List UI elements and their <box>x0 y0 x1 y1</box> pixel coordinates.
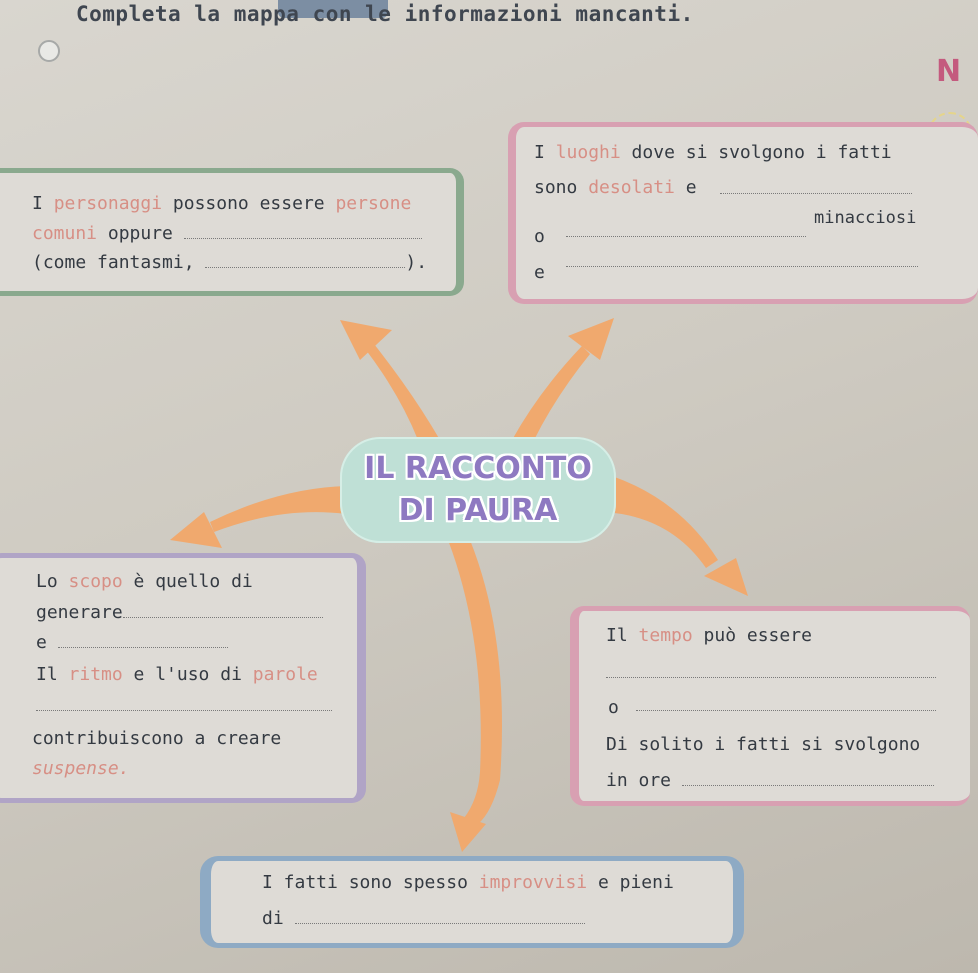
exercise-instruction: Completa la mappa con le informazioni mancanti. <box>76 2 694 26</box>
characters-line3: (come fantasmi, ). <box>32 252 428 273</box>
purpose-line6: contribuiscono a creare <box>32 728 282 749</box>
central-topic <box>340 437 616 543</box>
purpose-line3: e <box>36 632 228 653</box>
answer-blank-characters-1[interactable] <box>184 224 422 239</box>
answer-blank-purpose-2[interactable] <box>58 633 228 648</box>
time-line5: in ore <box>606 770 934 791</box>
characters-line2: comuni oppure <box>32 223 422 244</box>
facts-box <box>200 856 744 948</box>
places-word-minacciosi: minacciosi <box>814 208 917 228</box>
arrow-to-places <box>512 346 590 440</box>
answer-blank-time-3[interactable] <box>682 771 934 786</box>
characters-line1: I personaggi possono essere persone <box>32 193 412 214</box>
answer-blank-places-3[interactable] <box>566 266 918 267</box>
answer-blank-facts-1[interactable] <box>295 909 585 924</box>
places-line-e: e <box>534 262 545 283</box>
answer-blank-places-1[interactable] <box>720 193 912 194</box>
arrow-to-purpose <box>210 486 346 532</box>
arrowhead-characters <box>340 320 392 360</box>
answer-blank-time-1[interactable] <box>606 677 936 678</box>
arrow-to-time <box>604 476 718 568</box>
answer-blank-characters-2[interactable] <box>205 253 405 268</box>
central-topic-line2: DI PAURA <box>398 493 558 528</box>
corner-letter-n: N <box>936 54 962 89</box>
arrow-to-characters <box>366 344 440 440</box>
purpose-line7: suspense. <box>32 758 130 779</box>
purpose-line2: generare <box>36 602 323 623</box>
places-line1: I luoghi dove si svolgono i fatti <box>534 142 892 163</box>
time-line1: Il tempo può essere <box>606 625 812 646</box>
places-line2: sono desolati e <box>534 177 697 198</box>
facts-line1: I fatti sono spesso improvvisi e pieni <box>262 872 674 893</box>
places-line-o: o <box>534 226 545 247</box>
arrow-to-facts <box>448 540 502 824</box>
central-topic-line1: IL RACCONTO <box>364 451 592 486</box>
answer-blank-purpose-1[interactable] <box>123 603 323 618</box>
answer-blank-time-2[interactable] <box>636 710 936 711</box>
time-line4: Di solito i fatti si svolgono <box>606 734 921 755</box>
purpose-line4: Il ritmo e l'uso di parole <box>36 664 318 685</box>
time-line-o: o <box>608 697 619 718</box>
purpose-line1: Lo scopo è quello di <box>36 571 253 592</box>
answer-blank-purpose-3[interactable] <box>36 710 332 711</box>
answer-blank-places-2[interactable] <box>566 236 806 237</box>
facts-line2: di <box>262 908 585 929</box>
